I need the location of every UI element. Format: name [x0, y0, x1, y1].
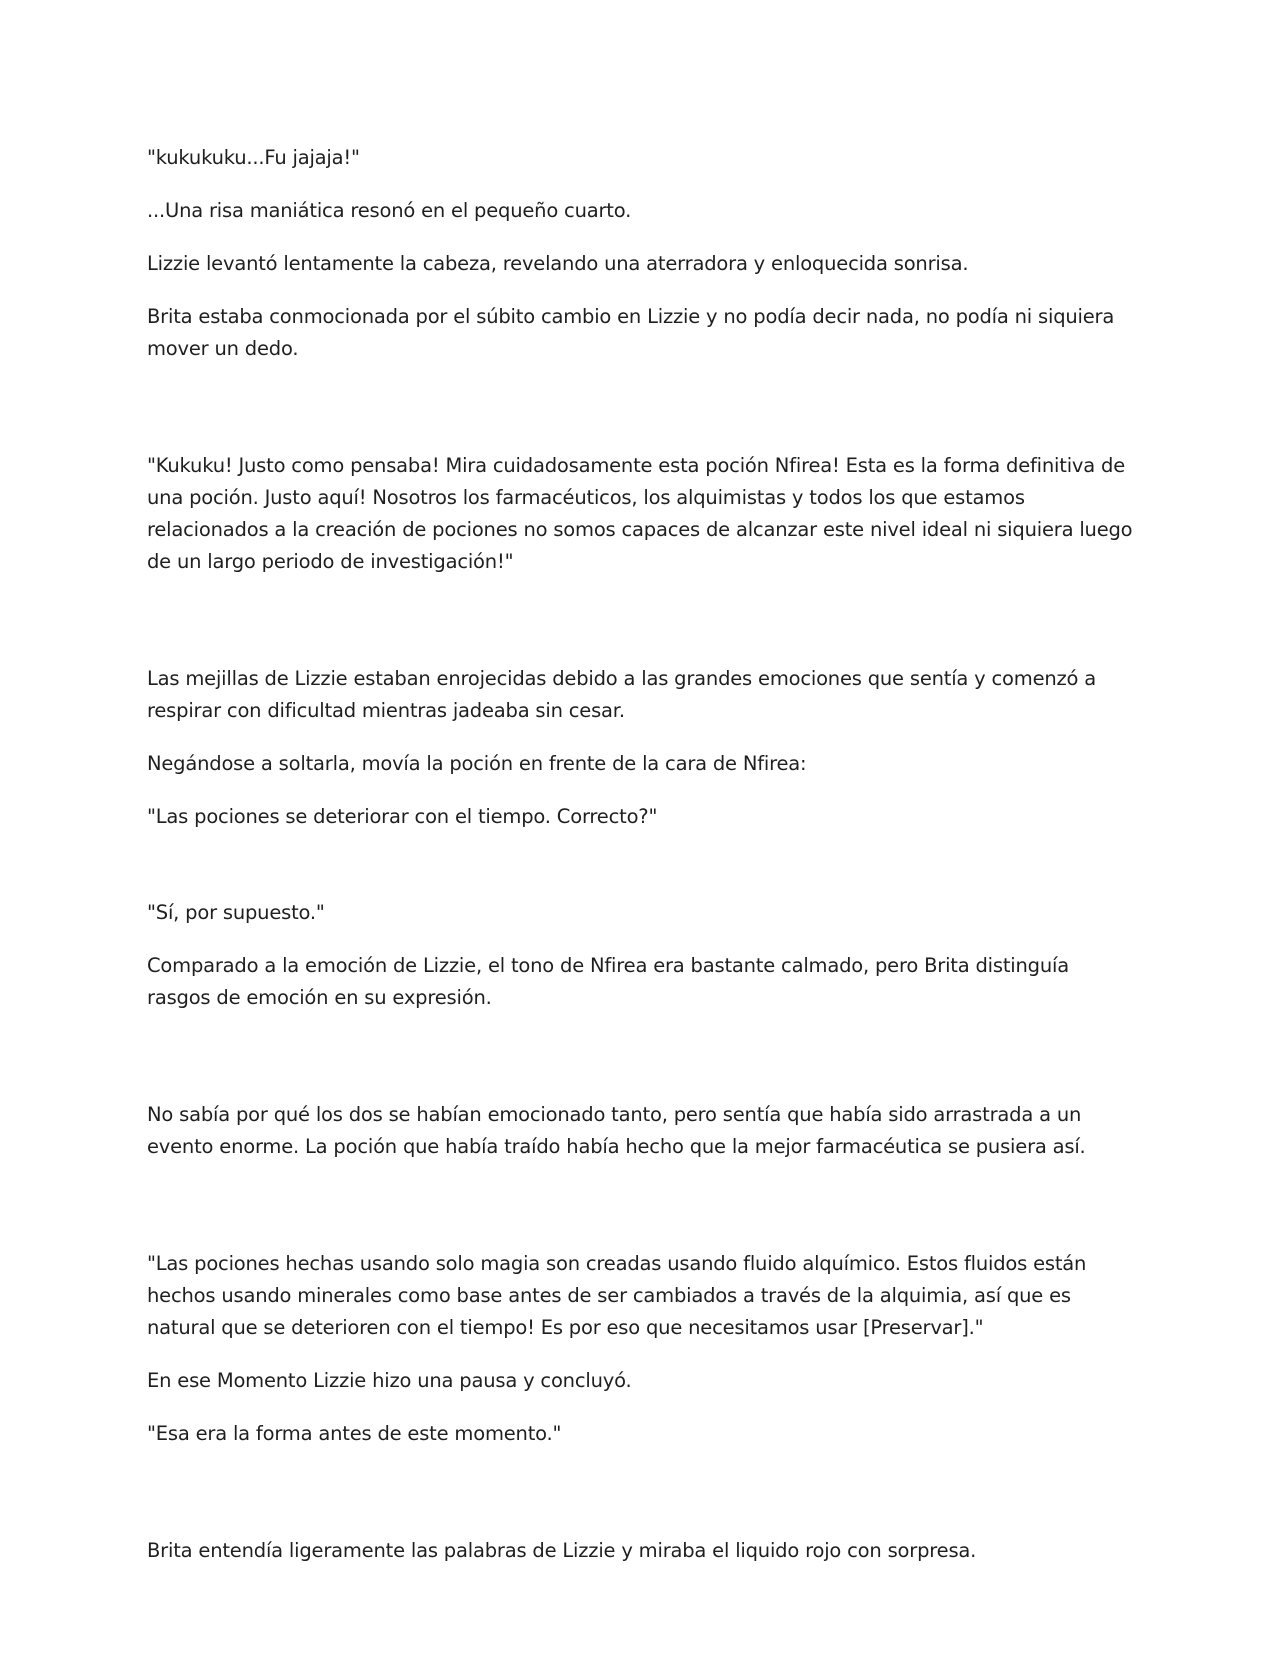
paragraph-9: "Sí, por supuesto."	[147, 901, 325, 924]
paragraph-5: "Kukuku! Justo como pensaba! Mira cuidadosamente esta poción Nfirea! Esta es la forma definitiva de una poción. Justo aquí! Nosotros los farmacéuticos, los alquimistas y todos los que estamos relacionados a la creación de pociones no somos capaces de alcanzar este nivel ideal ni siquiera luego de un largo periodo de investigación!"	[147, 454, 1133, 573]
paragraph-4: Brita estaba conmocionada por el súbito cambio en Lizzie y no podía decir nada, no podía ni siquiera mover un dedo.	[147, 305, 1115, 360]
paragraph-3: Lizzie levantó lentamente la cabeza, revelando una aterradora y enloquecida sonrisa.	[147, 252, 969, 275]
document-body	[147, 142, 1137, 1567]
paragraph-13: En ese Momento Lizzie hizo una pausa y concluyó.	[147, 1369, 632, 1392]
paragraph-10: Comparado a la emoción de Lizzie, el tono de Nfirea era bastante calmado, pero Brita distinguía rasgos de emoción en su expresión.	[147, 954, 1069, 1009]
paragraph-11: No sabía por qué los dos se habían emocionado tanto, pero sentía que había sido arrastrada a un evento enorme. La poción que había traído había hecho que la mejor farmacéutica se pusiera así.	[147, 1103, 1086, 1158]
paragraph-6: Las mejillas de Lizzie estaban enrojecidas debido a las grandes emociones que sentía y comenzó a respirar con dificultad mientras jadeaba sin cesar.	[147, 667, 1097, 722]
paragraph-14: "Esa era la forma antes de este momento."	[147, 1422, 562, 1445]
paragraph-8: "Las pociones se deteriorar con el tiempo. Correcto?"	[147, 805, 658, 828]
paragraph-2: ...Una risa maniática resonó en el pequeño cuarto.	[147, 199, 632, 222]
paragraph-1: "kukukuku...Fu jajaja!"	[147, 146, 360, 169]
paragraph-15: Brita entendía ligeramente las palabras de Lizzie y miraba el liquido rojo con sorpresa.	[147, 1539, 977, 1562]
paragraph-7: Negándose a soltarla, movía la poción en frente de la cara de Nfirea:	[147, 752, 807, 775]
paragraph-12: "Las pociones hechas usando solo magia son creadas usando fluido alquímico. Estos fluidos están hechos usando minerales como base antes de ser cambiados a través de la alquimia, así que es natural que se deterioren con el tiempo! Es por eso que necesitamos usar [Preservar]."	[147, 1252, 1087, 1339]
